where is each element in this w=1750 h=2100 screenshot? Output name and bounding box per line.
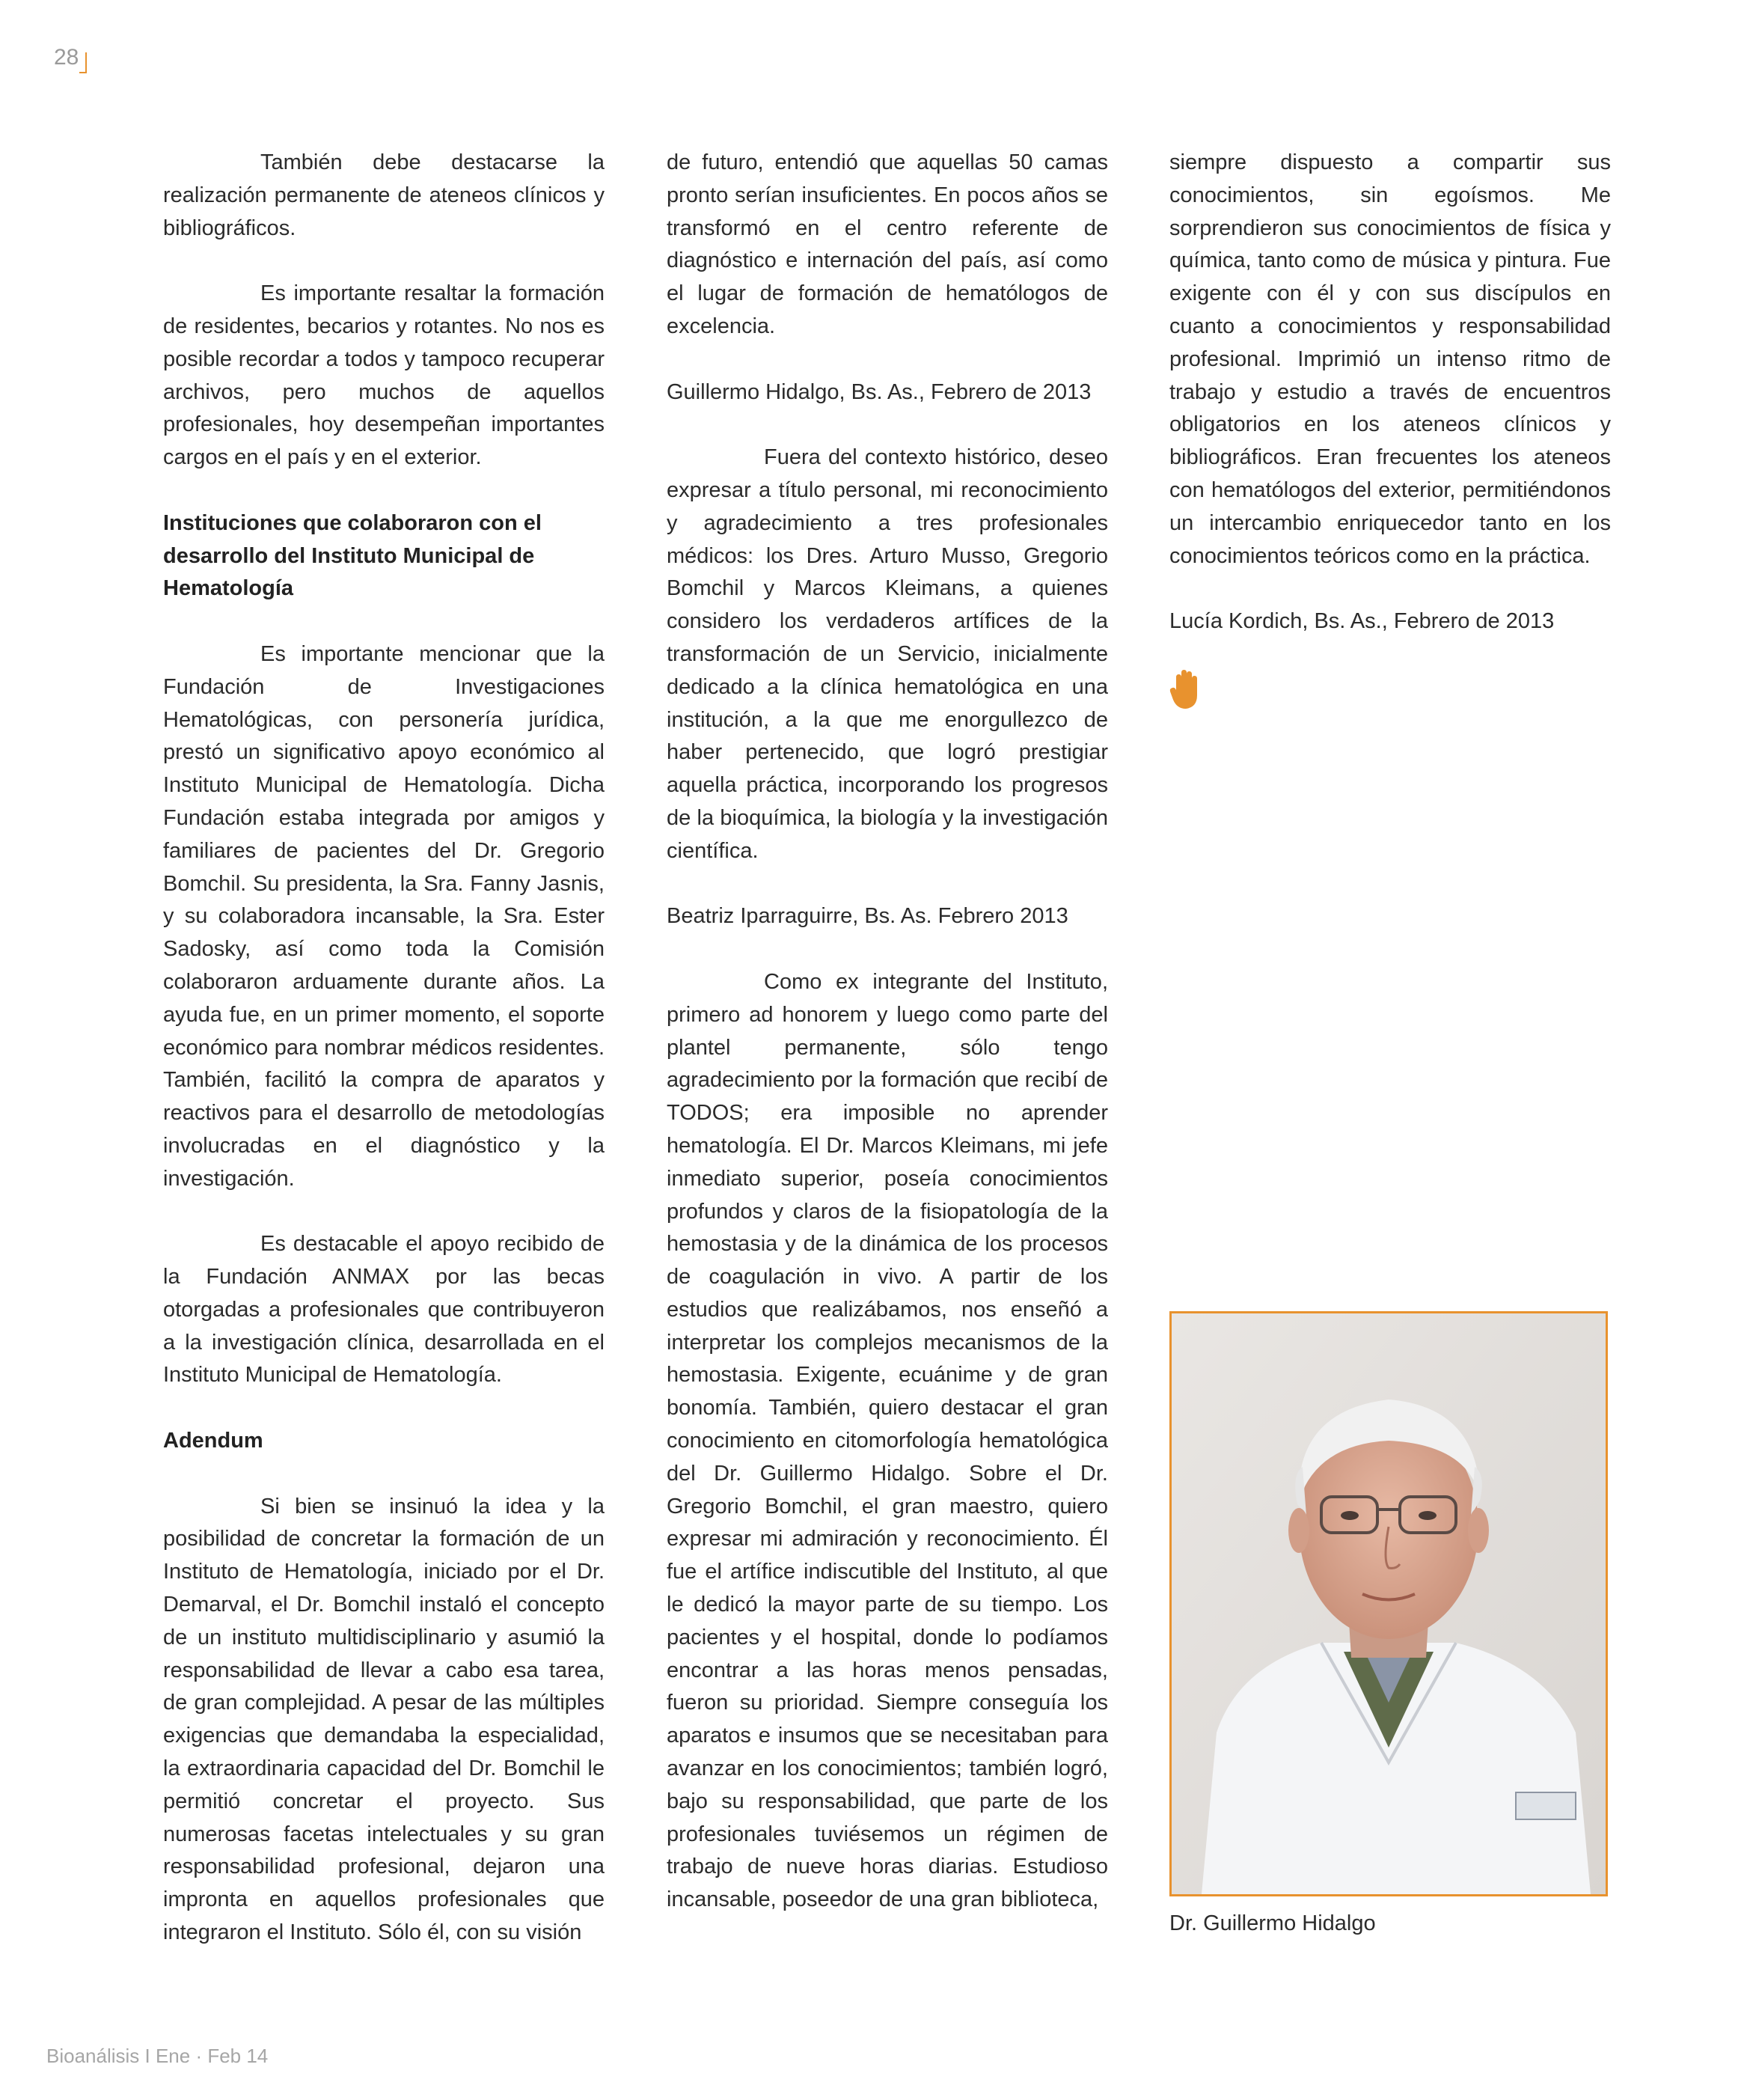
- paragraph: de futuro, entendió que aquellas 50 camas pronto serían insuficientes. En pocos años se transformó en el centro referente de diagnóstico e internación del país, así como el lugar de formación de hematólogos de excelencia.: [667, 150, 1108, 338]
- paragraph: Es importante resaltar la formación de residentes, becarios y rotantes. No nos es posible recordar a todos y tampoco recuperar archivos, pero muchos de aquellos profesionales, hoy desempeñan importantes cargos en el país y en el exterior.: [163, 281, 605, 470]
- page-footer: Bioanálisis I Ene · Feb 14: [46, 2045, 269, 2067]
- author-signature: Beatriz Iparraguirre, Bs. As. Febrero 2013: [667, 904, 1068, 929]
- text-column-1: [163, 147, 605, 1983]
- section-heading: Adendum: [163, 1429, 263, 1453]
- author-signature: Guillermo Hidalgo, Bs. As., Febrero de 2013: [667, 379, 1092, 404]
- paragraph: También debe destacarse la realización permanente de ateneos clínicos y bibliográficos.: [163, 150, 605, 240]
- section-heading: Instituciones que colaboraron con el desarrollo del Instituto Municipal de Hematología: [163, 510, 542, 601]
- paragraph: siempre dispuesto a compartir sus conocimientos, sin egoísmos. Me sorprendieron sus conocimientos de física y química, tanto como de música y pintura. Fue exigente con él y con sus discípulos en cuanto a conocimientos y responsabilidad profesional. Imprimió un intenso ritmo de trabajo y estudio a través de encuentros obligatorios en los ateneos clínicos y bibliográficos. Eran frecuentes los ateneos con hematólogos del exterior, permitiéndonos un intercambio enriquecedor tanto en los conocimientos teóricos como en la práctica.: [1169, 150, 1611, 568]
- text-column-2: [667, 147, 1108, 1950]
- paragraph: Como ex integrante del Instituto, primero ad honorem y luego como parte del plantel permanente, sólo tengo agradecimiento por la formación que recibí de TODOS; era imposible no aprender hematología. El Dr. Marcos Kleimans, mi jefe inmediato superior, poseía conocimientos profundos y claros de la fisiopatología de la hemostasia y de la dinámica de los procesos de coagulación in vivo. A partir de los estudios que realizábamos, nos enseñó a interpretar los complejos mecanismos de la hemostasia. Exigente, ecuánime y de gran bonomía. También, quiero destacar el gran conocimiento en citomorfología hematológica del Dr. Guillermo Hidalgo. Sobre el Dr. Gregorio Bomchil, el gran maestro, quiero expresar mi admiración y reconocimiento. Él fue el artífice indiscutible del Instituto, al que le dedicó la mayor parte de su tiempo. Los pacientes y el hospital, donde lo podíamos encontrar a las horas menos pensadas, fueron su prioridad. Siempre conseguía los aparatos e insumos que se necesitaban para avanzar en los conocimientos; también logró, bajo su responsabilidad, que parte de los profesionales tuviésemos un régimen de trabajo de nueve horas diarias. Estudioso incansable, poseedor de una gran biblioteca,: [667, 969, 1108, 1912]
- paragraph: Es importante mencionar que la Fundación de Investigaciones Hematológicas, con personería jurídica, prestó un significativo apoyo económico al Instituto Municipal de Hematología. Dicha Fundación estaba integrada por amigos y familiares de pacientes del Dr. Gregorio Bomchil. Su presidenta, la Sra. Fanny Jasnis, y su colaboradora incansable, la Sra. Ester Sadosky, así como toda la Comisión colaboraron arduamente durante años. La ayuda fue, en un primer momento, el soporte económico para nombrar médicos residentes. También, facilitó la compra de aparatos y reactivos para el desarrollo de metodologías involucradas en el diagnóstico y la investigación.: [163, 641, 605, 1191]
- page-number-accent: [79, 52, 87, 73]
- page-number: 28: [54, 45, 79, 70]
- hand-icon: [1169, 668, 1202, 710]
- author-signature: Lucía Kordich, Bs. As., Febrero de 2013: [1169, 609, 1555, 634]
- text-column-3: [1169, 147, 1611, 710]
- photo-caption: Dr. Guillermo Hidalgo: [1169, 1911, 1376, 1935]
- paragraph: Si bien se insinuó la idea y la posibilidad de concretar la formación de un Instituto de Hematología, iniciado por el Dr. Demarval, el Dr. Bomchil instaló el concepto de un instituto multidisciplinario y asumió la responsabilidad de llevar a cabo esa tarea, de gran complejidad. A pesar de las múltiples exigencias que demandaba la especialidad, la extraordinaria capacidad del Dr. Bomchil le permitió concretar el proyecto. Sus numerosas facetas intelectuales y su gran responsabilidad profesional, dejaron una impronta en aquellos profesionales que integraron el Instituto. Sólo él, con su visión: [163, 1494, 605, 1945]
- paragraph: Es destacable el apoyo recibido de la Fundación ANMAX por las becas otorgadas a profesionales que contribuyeron a la investigación clínica, desarrollada en el Instituto Municipal de Hematología.: [163, 1232, 605, 1388]
- paragraph: Fuera del contexto histórico, deseo expresar a título personal, mi reconocimiento y agradecimiento a tres profesionales médicos: los Dres. Arturo Musso, Gregorio Bomchil y Marcos Kleimans, a quienes considero los verdaderos artífices de la transformación de un Servicio, inicialmente dedicado a la clínica hematológica en una institución, a la que me enorgullezco de haber pertenecido, que logró prestigiar aquella práctica, incorporando los progresos de la bioquímica, la biología y la investigación científica.: [667, 445, 1108, 863]
- portrait-photo: [1169, 1311, 1608, 1896]
